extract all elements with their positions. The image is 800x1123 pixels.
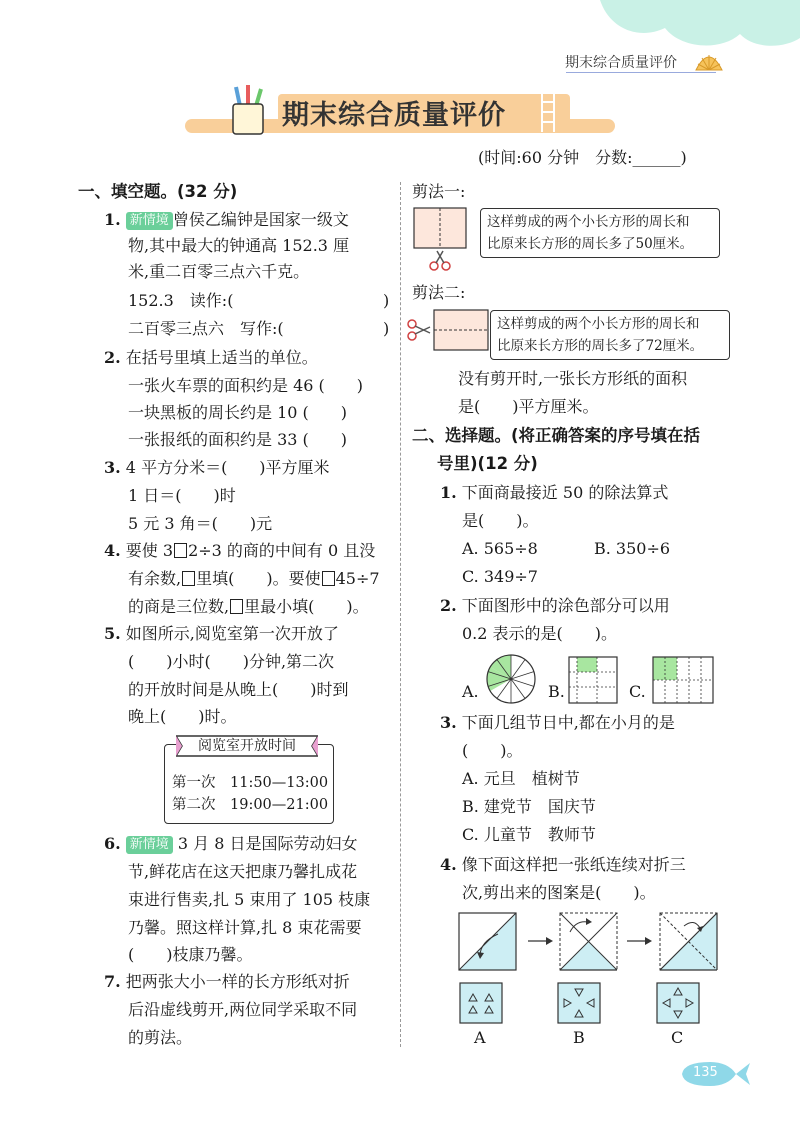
s2-q3-line1: 3. 下面几组节日中,都在小月的是 [440, 713, 675, 732]
q1-line4-close: ) [383, 291, 390, 310]
schedule-title: 阅览室开放时间 [198, 738, 296, 754]
new-situation-tag: 新情境 [126, 212, 173, 230]
cut-method-2-figure [406, 306, 490, 354]
s2-q1-option-b: B. 350÷6 [594, 539, 671, 558]
note-line: 这样剪成的两个小长方形的周长和 [497, 316, 700, 332]
q7-line2: 后沿虚线剪开,两位同学采取不同 [128, 1000, 358, 1019]
s2-q2-label-c: C. [629, 682, 646, 701]
q5-line2: ( )小时( )分钟,第二次 [128, 652, 335, 671]
pencil-cup-icon [228, 84, 268, 136]
time-score-info: (时间:60 分钟 分数:______) [478, 148, 687, 167]
note-line: 这样剪成的两个小长方形的周长和 [487, 214, 690, 230]
q6-line1: 6. 新情境 3 月 8 日是国际劳动妇女 [104, 834, 358, 853]
q3-line3: 5 元 3 角＝( )元 [128, 514, 273, 533]
q4-line3: 的商是三位数, 里最小填( )。 [128, 597, 369, 616]
q6-line2: 节,鲜花店在这天把康乃馨扎成花 [128, 862, 358, 881]
q4-line1: 4. 要使 3 2÷3 的商的中间有 0 且没 [104, 541, 376, 560]
s2-q4-line1: 4. 像下面这样把一张纸连续对折三 [440, 855, 686, 874]
q3-line2: 1 日＝( )时 [128, 486, 236, 505]
q7-line1: 7. 把两张大小一样的长方形纸对折 [104, 972, 350, 991]
s2-q4-line2: 次,剪出来的图案是( )。 [462, 883, 656, 902]
cut-method-1-label: 剪法一: [412, 182, 466, 201]
pattern-option-b [557, 982, 601, 1024]
fraction-circle-figure [484, 652, 538, 706]
schedule-row: 第一次 11:50—13:00 [172, 775, 329, 791]
q6-line5: ( )枝康乃馨。 [128, 945, 253, 964]
header-rule [566, 72, 716, 73]
s2-q3-option-b: B. 建党节 国庆节 [462, 797, 596, 816]
q2-line3: 一块黑板的周长约是 10 ( ) [128, 403, 348, 422]
s2-q3-option-c: C. 儿童节 教师节 [462, 825, 596, 844]
q1-line3: 米,重二百零三点六千克。 [128, 262, 310, 281]
q1-line1: 1. 新情境 曾侯乙编钟是国家一级文 [104, 210, 349, 229]
q1-line5: 二百零三点六 写作:( [128, 319, 284, 338]
section2-heading-line2: 号里)(12 分) [437, 454, 538, 473]
s2-q1-line1: 1. 下面商最接近 50 的除法算式 [440, 483, 669, 502]
blank-box [322, 571, 335, 586]
column-divider [400, 182, 401, 1047]
note-line: 比原来长方形的周长多了50厘米。 [487, 236, 694, 252]
page-title: 期末综合质量评价 [282, 100, 506, 131]
arrow-icon [627, 937, 652, 945]
blank-box [182, 571, 195, 586]
q5-line1: 5. 如图所示,阅览室第一次开放了 [104, 624, 339, 643]
fold-step-3 [660, 913, 717, 970]
q3-line1: 3. 4 平方分米＝( )平方厘米 [104, 458, 330, 477]
q5-line4: 晚上( )时。 [128, 707, 237, 726]
schedule-row: 第二次 19:00—21:00 [172, 797, 329, 813]
shell-icon [694, 50, 724, 72]
q4-line2: 有余数, 里填( )。要使 45÷7 [128, 569, 380, 588]
s2-q3-option-a: A. 元旦 植树节 [462, 769, 580, 788]
s2-q1-option-c: C. 349÷7 [462, 567, 538, 586]
pattern-label-b: B [573, 1028, 585, 1047]
scissors-icon [430, 251, 450, 270]
cut-method-2-note [490, 310, 730, 360]
s2-q1-line2: 是( )。 [462, 511, 539, 530]
q1-line2: 物,其中最大的钟通高 152.3 厘 [128, 236, 350, 255]
blank-box [230, 599, 243, 614]
cut-method-2-label: 剪法二: [412, 283, 466, 302]
grid-square-b-figure [568, 656, 618, 704]
page-number: 135 [693, 1065, 718, 1080]
s2-q2-label-b: B. [548, 682, 565, 701]
q7-line3: 的剪法。 [128, 1028, 193, 1047]
section1-heading: 一、填空题。(32 分) [78, 182, 238, 201]
running-header: 期末综合质量评价 [565, 55, 677, 71]
q5-line3: 的开放时间是从晚上( )时到 [128, 680, 349, 699]
pattern-option-a [459, 982, 503, 1024]
folding-steps-figure [458, 912, 720, 972]
q2-line4: 一张报纸的面积约是 33 ( ) [128, 430, 348, 449]
q7-continuation-line2: 是( )平方厘米。 [458, 397, 599, 416]
cut-method-1-note [480, 208, 720, 258]
q1-line5-close: ) [383, 319, 390, 338]
blank-box [174, 543, 187, 558]
s2-q2-line2: 0.2 表示的是( )。 [462, 624, 618, 643]
note-line: 比原来长方形的周长多了72厘米。 [497, 338, 704, 354]
q6-line3: 束进行售卖,扎 5 束用了 105 枝康 [128, 890, 371, 909]
q2-line2: 一张火车票的面积约是 46 ( ) [128, 376, 364, 395]
s2-q1-option-a: A. 565÷8 [462, 539, 538, 558]
q7-continuation-line1: 没有剪开时,一张长方形纸的面积 [458, 369, 688, 388]
s2-q3-line2: ( )。 [462, 741, 523, 760]
pattern-label-c: C [671, 1028, 684, 1047]
new-situation-tag: 新情境 [126, 836, 173, 854]
s2-q2-line1: 2. 下面图形中的涂色部分可以用 [440, 596, 670, 615]
q2-line1: 2. 在括号里填上适当的单位。 [104, 348, 318, 367]
q1-line4: 152.3 读作:( [128, 291, 234, 310]
pattern-label-a: A [474, 1028, 486, 1047]
fold-step-2 [560, 913, 617, 970]
section2-heading: 二、选择题。(将正确答案的序号填在括 [412, 426, 701, 445]
scissors-icon [408, 320, 430, 340]
fold-step-1 [459, 913, 516, 970]
cut-method-1-figure [412, 206, 468, 272]
s2-q2-label-a: A. [462, 682, 479, 701]
grid-square-c-figure [652, 656, 714, 704]
pattern-option-c [656, 982, 700, 1024]
arrow-icon [528, 937, 553, 945]
q6-line4: 乃馨。照这样计算,扎 8 束花需要 [128, 918, 362, 937]
